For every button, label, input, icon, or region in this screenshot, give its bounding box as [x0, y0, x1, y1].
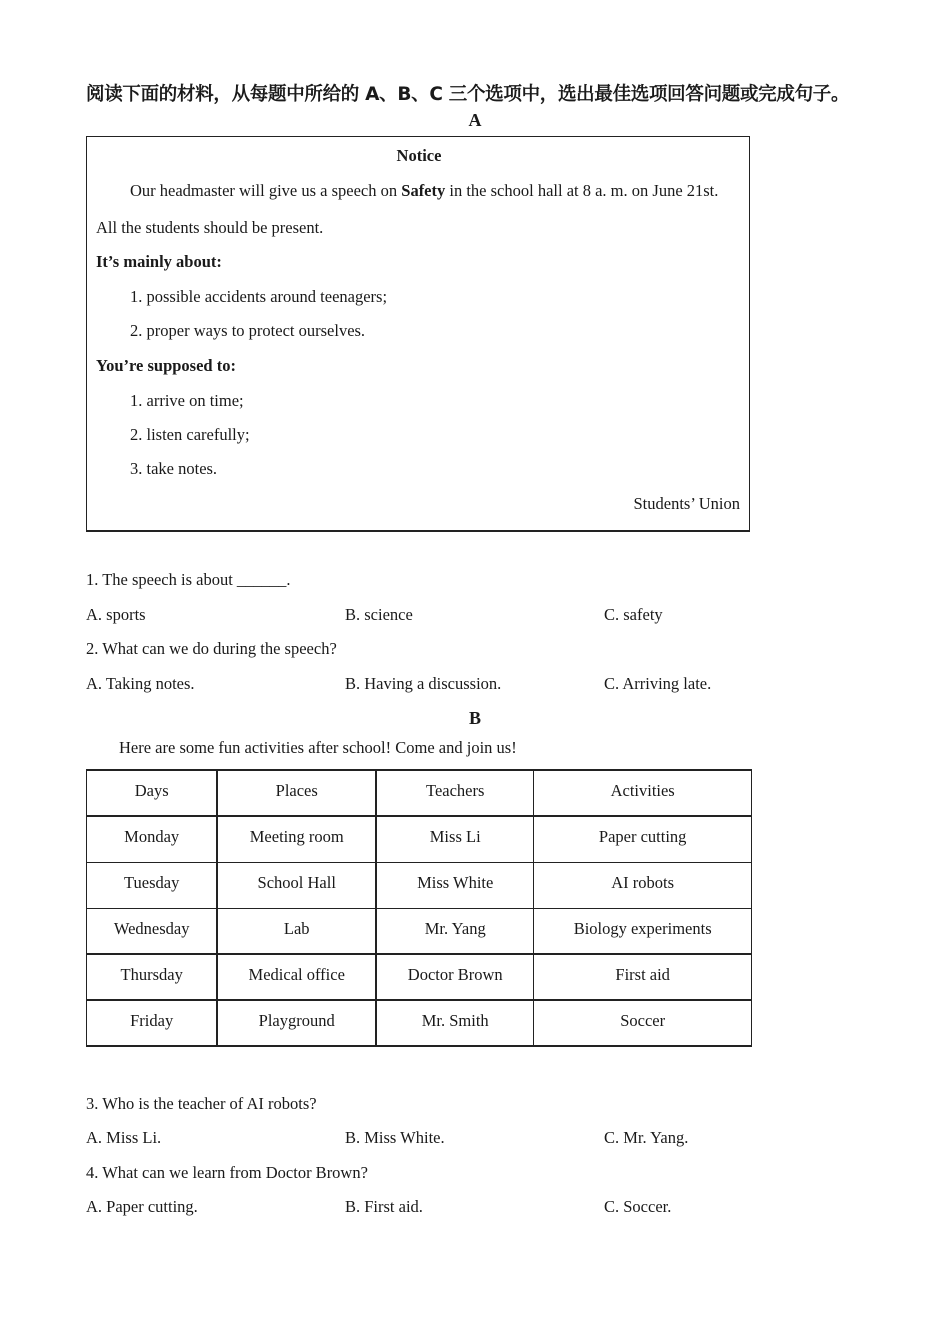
- question-stem: 4. What can we learn from Doctor Brown?: [86, 1163, 368, 1182]
- activities-table: [86, 769, 752, 1047]
- option-c: C. Mr. Yang.: [604, 1128, 689, 1147]
- table-cell: Paper cutting: [534, 816, 752, 862]
- about-item: 2. proper ways to protect ourselves.: [130, 321, 366, 340]
- table-row: [87, 908, 752, 954]
- supposed-item: 3. take notes.: [130, 459, 218, 478]
- table-cell: Thursday: [87, 954, 218, 1000]
- table-cell: Mr. Smith: [376, 1000, 534, 1046]
- notice-title: Notice: [396, 146, 442, 165]
- about-heading: It’s mainly about:: [96, 252, 222, 271]
- notice-intro-line2: All the students should be present.: [96, 218, 324, 237]
- table-row: [87, 1000, 752, 1046]
- notice-signature: Students’ Union: [633, 494, 740, 513]
- question-stem: 3. Who is the teacher of AI robots?: [86, 1094, 317, 1113]
- table-row: [87, 816, 752, 862]
- table-cell: Playground: [217, 1000, 376, 1046]
- supposed-heading: You’re supposed to:: [96, 356, 236, 375]
- option-b: B. First aid.: [345, 1197, 423, 1216]
- notice-intro-after: in the school hall at 8 a. m. on June 21st.: [445, 181, 719, 200]
- table-cell: Friday: [87, 1000, 218, 1046]
- table-header: Places: [217, 770, 376, 816]
- option-c: C. safety: [604, 605, 663, 624]
- table-cell: First aid: [534, 954, 752, 1000]
- supposed-item: 1. arrive on time;: [130, 391, 244, 410]
- table-cell: School Hall: [217, 862, 376, 908]
- table-cell: Medical office: [217, 954, 376, 1000]
- table-cell: Biology experiments: [534, 908, 752, 954]
- option-c: C. Soccer.: [604, 1197, 672, 1216]
- table-row: [87, 862, 752, 908]
- option-a: A. Miss Li.: [86, 1128, 162, 1147]
- notice-intro-before: Our headmaster will give us a speech on: [130, 181, 402, 200]
- table-cell: Wednesday: [87, 908, 218, 954]
- section-b-label: B: [468, 708, 481, 728]
- option-a: A. Paper cutting.: [86, 1197, 198, 1216]
- option-b: B. Miss White.: [345, 1128, 445, 1147]
- table-header: Teachers: [376, 770, 534, 816]
- table-cell: Doctor Brown: [376, 954, 534, 1000]
- option-b: B. Having a discussion.: [345, 674, 502, 693]
- instruction-heading: 阅读下面的材料，从每题中所给的 A、B、C 三个选项中，选出最佳选项回答问题或完成句子。: [86, 84, 850, 105]
- about-item: 1. possible accidents around teenagers;: [130, 287, 388, 306]
- question-stem: 1. The speech is about ______.: [86, 570, 291, 589]
- table-cell: Miss White: [376, 862, 534, 908]
- table-row: [87, 954, 752, 1000]
- table-cell: Tuesday: [87, 862, 218, 908]
- section-a-label: A: [468, 110, 482, 130]
- section-b-intro: Here are some fun activities after school! Come and join us!: [119, 738, 517, 757]
- question-stem: 2. What can we do during the speech?: [86, 639, 337, 658]
- option-a: A. sports: [86, 605, 146, 624]
- table-cell: Miss Li: [376, 816, 534, 862]
- notice-box: [86, 136, 750, 532]
- table-header-row: [87, 770, 752, 816]
- notice-intro-bold: Safety: [401, 181, 446, 200]
- supposed-item: 2. listen carefully;: [130, 425, 250, 444]
- table-cell: Meeting room: [217, 816, 376, 862]
- table-header: Days: [87, 770, 218, 816]
- option-c: C. Arriving late.: [604, 674, 712, 693]
- table-cell: Monday: [87, 816, 218, 862]
- table-cell: Mr. Yang: [376, 908, 534, 954]
- table-cell: Lab: [217, 908, 376, 954]
- table-cell: Soccer: [534, 1000, 752, 1046]
- option-a: A. Taking notes.: [86, 674, 195, 693]
- notice-intro: [130, 181, 718, 201]
- option-b: B. science: [345, 605, 413, 624]
- table-cell: AI robots: [534, 862, 752, 908]
- table-header: Activities: [534, 770, 752, 816]
